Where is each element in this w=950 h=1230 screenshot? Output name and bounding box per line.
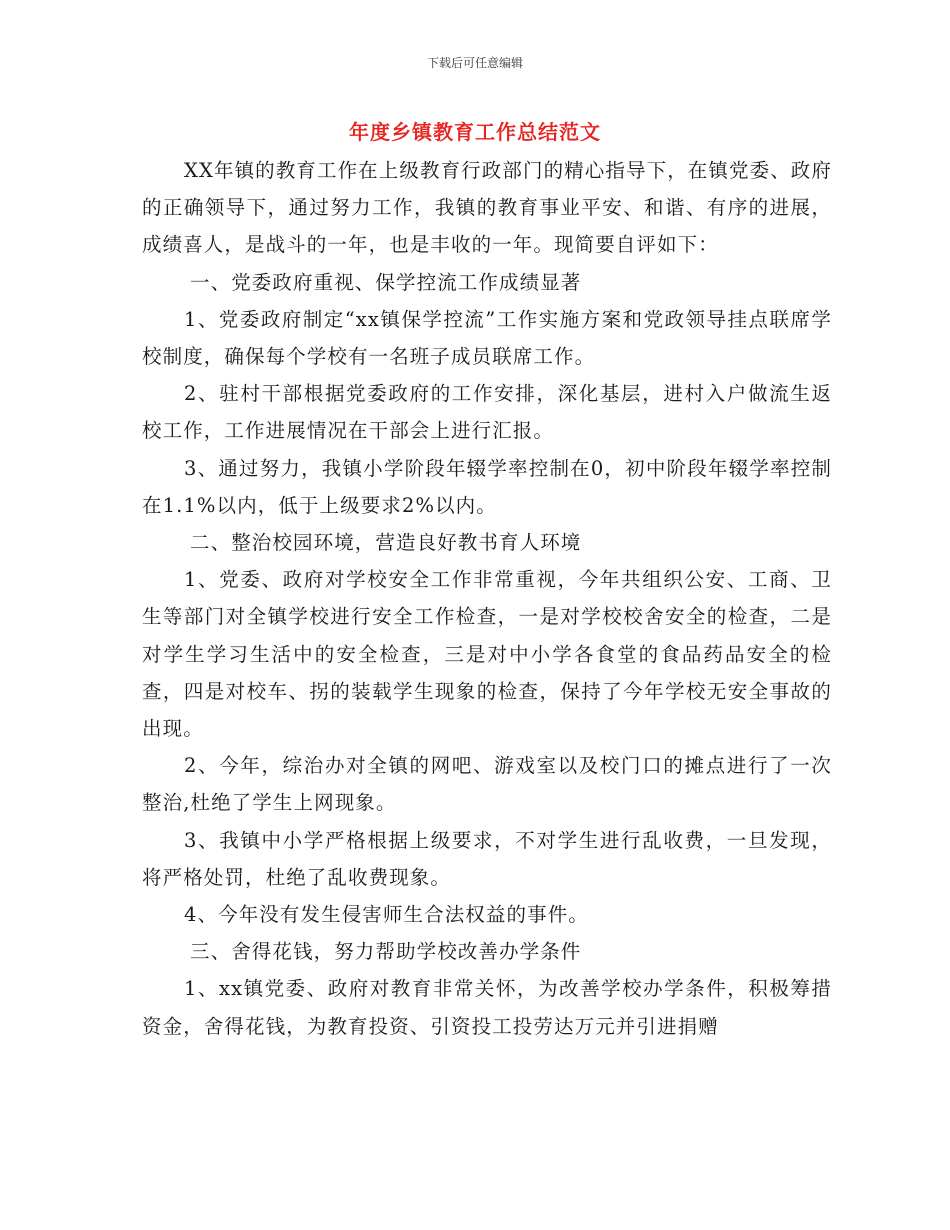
- body-paragraph: 2、今年，综治办对全镇的网吧、游戏室以及校门口的摊点进行了一次整治,杜绝了学生上网现象。: [142, 754, 832, 815]
- section-heading-1: 一、党委政府重视、保学控流工作成绩显著: [190, 270, 582, 294]
- intro-paragraph: XX年镇的教育工作在上级教育行政部门的精心指导下，在镇党委、政府的正确领导下，通过努力工作，我镇的教育事业平安、和谐、有序的进展，成绩喜人，是战斗的一年，也是丰收的一年。现简要自评如下：: [142, 159, 832, 257]
- section-heading-3: 三、舍得花钱，努力帮助学校改善办学条件: [190, 940, 582, 964]
- body-paragraph: 2、驻村干部根据党委政府的工作安排，深化基层，进村入户做流生返校工作，工作进展情况在干部会上进行汇报。: [142, 382, 832, 443]
- document-body: [142, 152, 832, 1045]
- document-title: 年度乡镇教育工作总结范文: [349, 120, 601, 144]
- body-paragraph: 1、xx镇党委、政府对教育非常关怀，为改善学校办学条件，积极筹措资金，舍得花钱，为教育投资、引资投工投劳达万元并引进捐赠: [142, 977, 832, 1038]
- body-paragraph: 3、通过努力，我镇小学阶段年辍学率控制在0，初中阶段年辍学率控制在1.1%以内，低于上级要求2%以内。: [142, 456, 832, 517]
- page-header-note: 下载后可任意编辑: [426, 56, 523, 70]
- section-heading-2: 二、整治校园环境，营造良好教书育人环境: [190, 531, 582, 555]
- body-paragraph: 1、党委、政府对学校安全工作非常重视，今年共组织公安、工商、卫生等部门对全镇学校进行安全工作检查，一是对学校校舍安全的检查，二是对学生学习生活中的安全检查，三是对中小学各食堂的食品药品安全的检查，四是对校车、拐的装载学生现象的检查，保持了今年学校无安全事故的出现。: [142, 568, 832, 741]
- body-paragraph: 4、今年没有发生侵害师生合法权益的事件。: [184, 903, 589, 927]
- body-paragraph: 1、党委政府制定“xx镇保学控流”工作实施方案和党政领导挂点联席学校制度，确保每个学校有一名班子成员联席工作。: [142, 307, 832, 369]
- body-paragraph: 3、我镇中小学严格根据上级要求，不对学生进行乱收费，一旦发现，将严格处罚，杜绝了乱收费现象。: [142, 828, 832, 889]
